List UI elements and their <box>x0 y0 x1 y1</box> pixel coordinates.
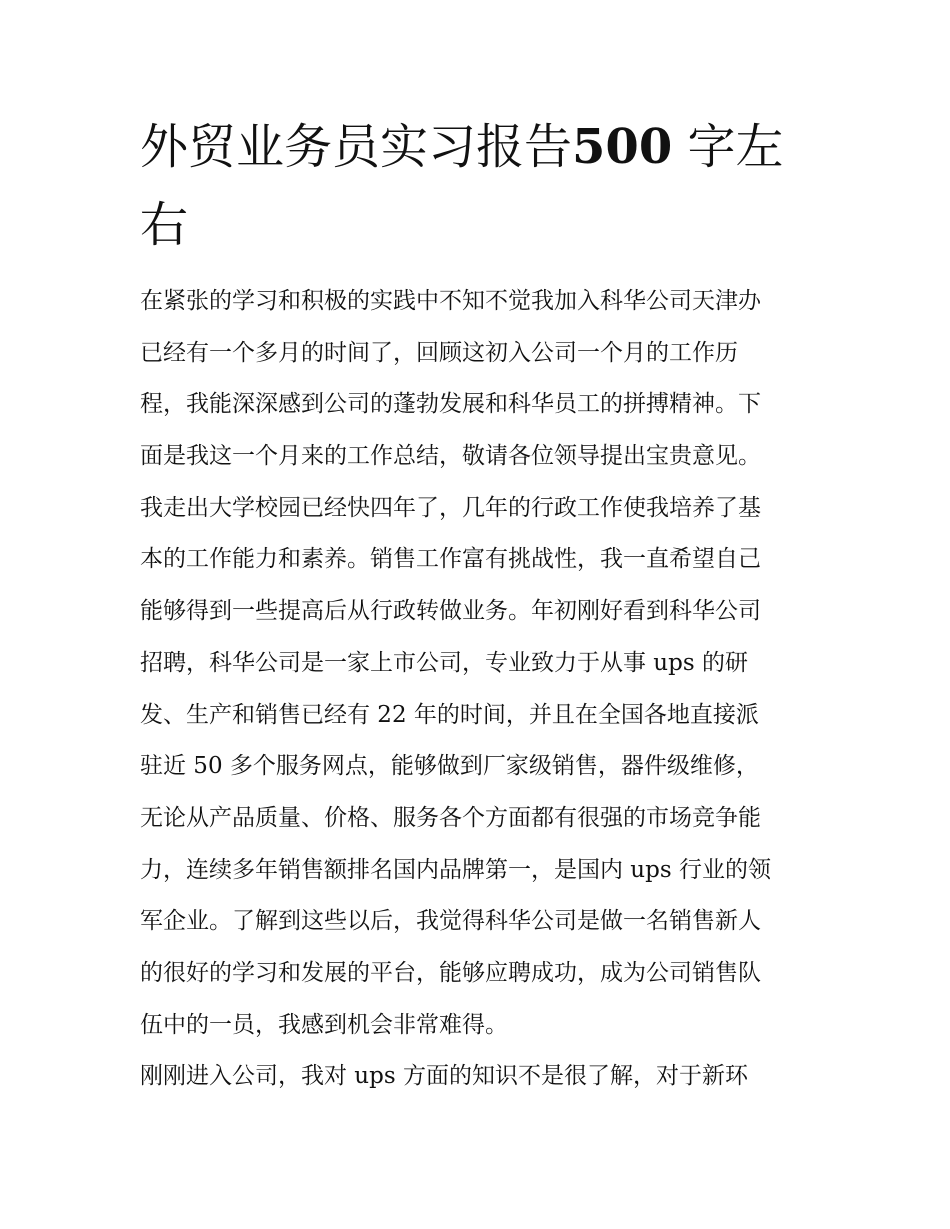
paragraph-line: 军企业。了解到这些以后，我觉得科华公司是做一名销售新人 <box>140 908 761 935</box>
paragraph-line: 面是我这一个月来的工作总结，敬请各位领导提出宝贵意见。 <box>140 443 761 470</box>
paragraph-line: 无论从产品质量、价格、服务各个方面都有很强的市场竞争能 <box>140 804 761 831</box>
paragraph-line: 伍中的一员，我感到机会非常难得。 <box>140 1011 508 1038</box>
paragraph-line: 我走出大学校园已经快四年了，几年的行政工作使我培养了基 <box>140 494 761 521</box>
paragraph-line: 发、生产和销售已经有 22 年的时间，并且在全国各地直接派 <box>140 701 759 728</box>
title-number: 500 <box>572 119 673 175</box>
paragraph-line: 能够得到一些提高后从行政转做业务。年初刚好看到科华公司 <box>140 598 761 625</box>
paragraph-line: 驻近 50 多个服务网点，能够做到厂家级销售，器件级维修， <box>140 753 759 780</box>
title-text-line2: 右 <box>140 197 189 253</box>
title-text-part2: 字左 <box>687 119 784 175</box>
paragraph-line: 招聘，科华公司是一家上市公司，专业致力于从事 ups 的研 <box>140 649 748 676</box>
title-text-part1: 外贸业务员实习报告 <box>140 119 573 175</box>
paragraph-line: 的很好的学习和发展的平台，能够应聘成功，成为公司销售队 <box>140 959 761 986</box>
body-text <box>140 276 820 1103</box>
paragraph-line: 程，我能深深感到公司的蓬勃发展和科华员工的拼搏精神。下 <box>140 391 761 418</box>
paragraph-line: 已经有一个多月的时间了，回顾这初入公司一个月的工作历 <box>140 339 738 366</box>
page-title <box>140 108 820 264</box>
paragraph-line: 刚刚进入公司，我对 ups 方面的知识不是很了解，对于新环 <box>140 1063 748 1090</box>
paragraph-line: 在紧张的学习和积极的实践中不知不觉我加入科华公司天津办 <box>140 288 761 314</box>
paragraph-line: 本的工作能力和素养。销售工作富有挑战性，我一直希望自己 <box>140 546 761 573</box>
paragraph-line: 力，连续多年销售额排名国内品牌第一，是国内 ups 行业的领 <box>140 856 771 883</box>
